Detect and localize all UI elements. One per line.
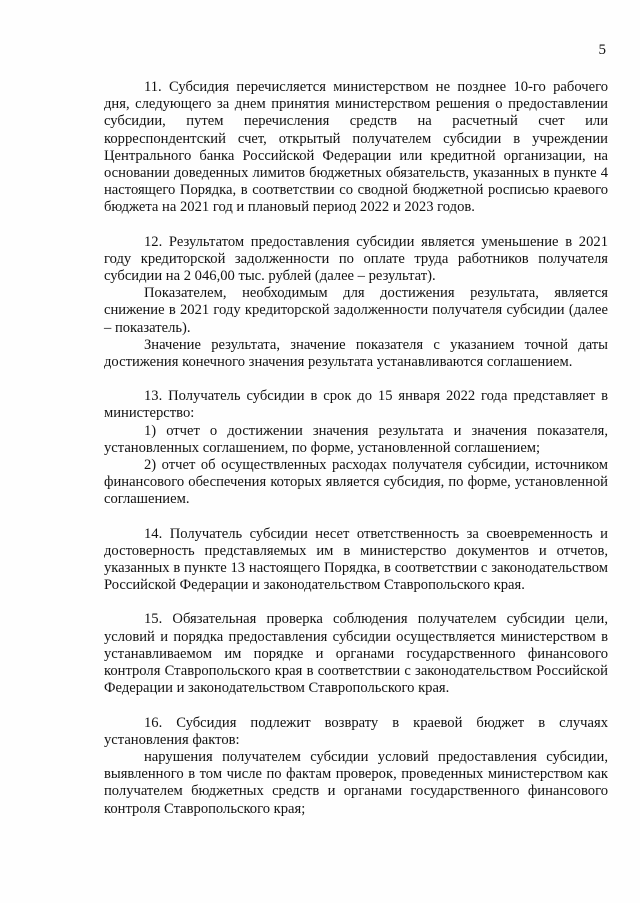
paragraph-11: 11. Субсидия перечисляется министерством не позднее 10-го рабочего дня, следующего за днем принятия министерством решения о предоставлении субсидии, путем перечисления средств на расчетный счет или корреспондентский счет, открытый получателем субсидии в учреждении Центрального банка Российской Федерации или кредитной организации, на основании доведенных лимитов бюджетных обязательств, указанных в пункте 4 настоящего Порядка, в соответствии со сводной бюджетной росписью краевого бюджета на 2021 год и плановый период 2022 и 2023 годов. — [104, 79, 608, 216]
document-body — [104, 79, 608, 818]
paragraph-gap — [104, 594, 608, 611]
paragraph-13: 13. Получатель субсидии в срок до 15 января 2022 года представляет в министерство: — [104, 388, 608, 422]
paragraph-gap — [104, 698, 608, 715]
paragraph-15: 15. Обязательная проверка соблюдения получателем субсидии цели, условий и порядка предоставления субсидии осуществляется министерством в устанавливаемом им порядке и органами государственного финансового контроля Ставропольского края в соответствии с законодательством Российской Федерации и законодательством Ставропольского края. — [104, 611, 608, 697]
paragraph-13-item-2: 2) отчет об осуществленных расходах получателя субсидии, источником финансового обеспечения которых является субсидия, по форме, установленной соглашением. — [104, 457, 608, 508]
paragraph-12-values: Значение результата, значение показателя с указанием точной даты достижения конечного значения результата устанавливаются соглашением. — [104, 336, 608, 371]
paragraph-13-item-1: 1) отчет о достижении значения результата и значения показателя, установленных соглашением, по форме, установленной соглашением; — [104, 422, 608, 456]
paragraph-12: 12. Результатом предоставления субсидии является уменьшение в 2021 году кредиторской задолженности по оплате труда работников получателя субсидии на 2 046,00 тыс. рублей (далее – результат). — [104, 233, 608, 285]
paragraph-gap — [104, 509, 608, 526]
page-number: 5 — [598, 42, 606, 58]
paragraph-gap — [104, 217, 608, 234]
paragraph-12-indicator: Показателем, необходимым для достижения результата, является снижение в 2021 году кредиторской задолженности получателя субсидии (далее – показатель). — [104, 285, 608, 336]
paragraph-16: 16. Субсидия подлежит возврату в краевой бюджет в случаях установления фактов: — [104, 714, 608, 748]
paragraph-14: 14. Получатель субсидии несет ответственность за своевременность и достоверность представляемых им в министерство документов и отчетов, указанных в пункте 13 настоящего Порядка, в соответствии с законодательством Российской Федерации и законодательством Ставропольского края. — [104, 525, 608, 594]
paragraph-16-violation: нарушения получателем субсидии условий предоставления субсидии, выявленного в том числе по фактам проверок, проведенных министерством как получателем бюджетных средств и органами государственного финансового контроля Ставропольского края; — [104, 748, 608, 817]
paragraph-gap — [104, 371, 608, 388]
